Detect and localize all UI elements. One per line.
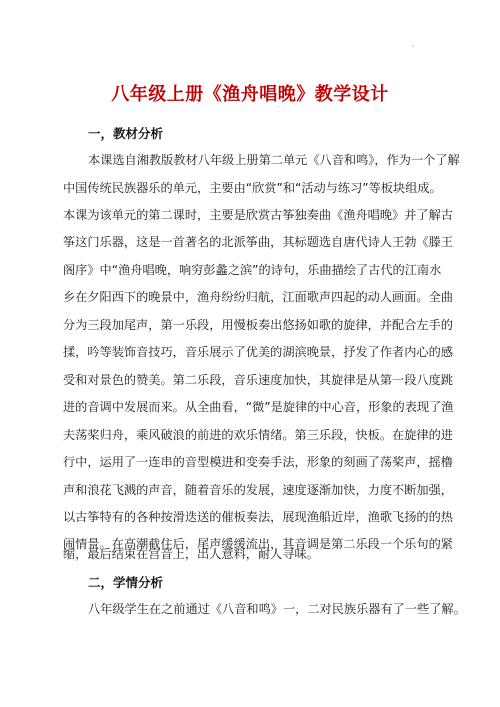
paragraph-line: 受和对景色的赞美。第二乐段，音乐速度加快，其旋律是从第一段八度跳 xyxy=(63,373,453,387)
section-heading-textbook-analysis: 一，教材分析 xyxy=(88,126,164,141)
section-heading-learner-analysis: 二，学情分析 xyxy=(88,575,164,590)
paragraph-line: 阁序》中“渔舟唱晚，响穷彭蠡之滨”的诗句，乐曲描绘了古代的江南水 xyxy=(63,263,442,277)
paragraph-line: 闹情景。在高潮截住后，尾声缓缓流出，其音调是第二乐段一个乐句的紧 xyxy=(63,537,453,551)
paragraph-line: 乡在夕阳西下的晚景中，渔舟纷纷归航，江面歌声四起的动人画面。全曲 xyxy=(63,290,453,304)
paragraph-line: 筝这门乐器，这是一首著名的北派筝曲，其标题选自唐代诗人王勃《滕王 xyxy=(63,235,453,249)
paragraph-line: 缩，最后结束在宫音上，出人意料，耐人寻味。 xyxy=(63,547,319,561)
paragraph-line: 以古筝特有的各种按滑迭送的催板奏法，展现渔船近岸，渔歌飞扬的的热 xyxy=(63,510,453,524)
paragraph-line: 本课选自湘教版教材八年级上册第二单元《八音和鸣》，作为一个了解 xyxy=(88,153,460,167)
paragraph-line: 本课为该单元的第二课时，主要是欣赏古筝独奏曲《渔舟唱晚》并了解古 xyxy=(63,208,453,222)
paragraph-line: 揉，吟等装饰音技巧，音乐展示了优美的湖滨晚景，抒发了作者内心的感 xyxy=(63,345,453,359)
document-title: 八年级上册《渔舟唱晚》教学设计 xyxy=(111,84,389,105)
paragraph-line: 夫荡桨归舟，乘风破浪的前进的欢乐情绪。第三乐段，快板。在旋律的进 xyxy=(63,428,453,442)
scan-speck xyxy=(412,45,414,47)
paragraph-line: 分为三段加尾声，第一乐段，用慢板奏出悠扬如歌的旋律，并配合左手的 xyxy=(63,318,453,332)
paragraph-line: 行中，运用了一连串的音型模进和变奏手法，形象的刻画了荡桨声，摇橹 xyxy=(63,455,453,469)
paragraph-line: 中国传统民族器乐的单元，主要由“欣赏”和“活动与练习”等板块组成。 xyxy=(63,181,442,195)
paragraph-line: 进的音调中发展而来。从全曲看，“微”是旋律的中心音，形象的表现了渔 xyxy=(63,400,454,414)
paragraph-line: 八年级学生在之前通过《八音和鸣》一，二对民族乐器有了一些了解。 xyxy=(88,602,466,616)
paragraph-line: 声和浪花飞溅的声音，随着音乐的发展，速度逐渐加快，力度不断加强， xyxy=(63,483,453,497)
